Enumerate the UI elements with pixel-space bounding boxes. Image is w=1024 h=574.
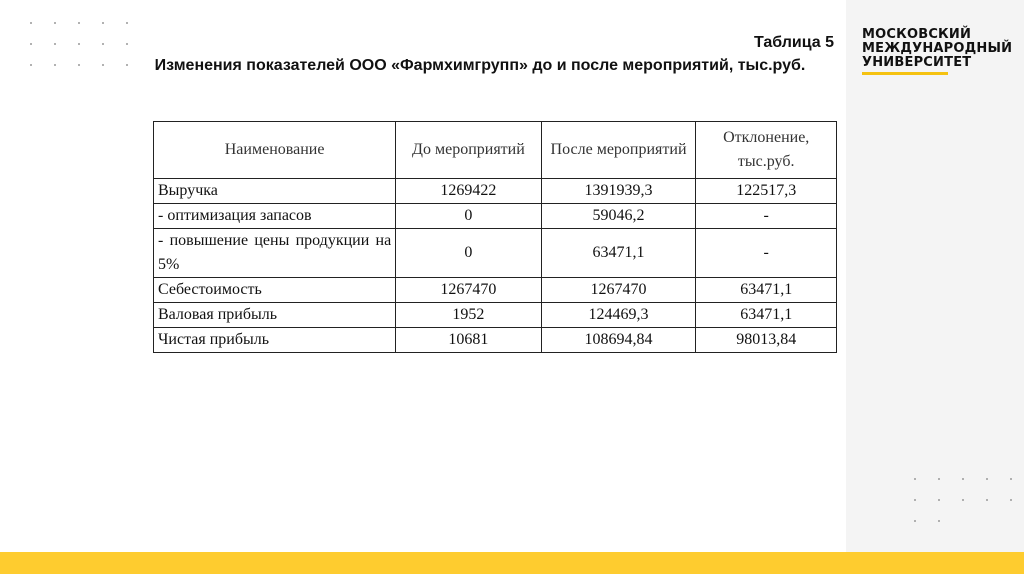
university-logo [862,28,1012,70]
decorative-dot-grid-bottom-right [914,478,1024,541]
logo-line-3: УНИВЕРСИТЕТ [862,55,972,70]
header-before: До мероприятий [396,122,541,179]
row-after: 108694,84 [541,328,696,353]
row-before: 1952 [396,303,541,328]
right-side-panel [846,0,1024,552]
header-name: Наименование [154,122,396,179]
row-before: 0 [396,204,541,229]
header-after: После мероприятий [541,122,696,179]
row-deviation: 63471,1 [696,303,837,328]
logo-line-2: МЕЖДУНАРОДНЫЙ [862,41,1013,56]
row-deviation: 63471,1 [696,278,837,303]
row-after: 1391939,3 [541,179,696,204]
table-title: Изменения показателей ООО «Фармхимгрупп» до и после мероприятий, тыс.руб. [154,57,806,74]
row-label: Себестоимость [154,278,396,303]
table-row [154,179,837,204]
row-before: 1267470 [396,278,541,303]
row-before: 1269422 [396,179,541,204]
row-label: Чистая прибыль [154,328,396,353]
table-row [154,328,837,353]
logo-line-1: МОСКОВСКИЙ [862,27,972,42]
row-label: - оптимизация запасов [154,204,396,229]
header-deviation: Отклонение, тыс.руб. [696,122,837,179]
row-deviation: 122517,3 [696,179,837,204]
row-deviation: - [696,229,837,278]
bottom-accent-bar [0,552,1024,574]
row-label: Валовая прибыль [154,303,396,328]
table-row [154,303,837,328]
row-label-text: - повышение цены продукции на 5% [158,232,392,273]
row-after: 1267470 [541,278,696,303]
row-deviation: - [696,204,837,229]
table-row [154,229,837,278]
row-label: Выручка [154,179,396,204]
table-row [154,204,837,229]
row-before: 0 [396,229,541,278]
table-number: Таблица 5 [753,34,834,51]
row-deviation: 98013,84 [696,328,837,353]
table-row [154,278,837,303]
table-header-row [154,122,837,179]
row-label [154,229,396,278]
logo-accent-bar [862,72,948,75]
row-before: 10681 [396,328,541,353]
row-after: 59046,2 [541,204,696,229]
indicators-table [153,121,837,353]
row-after: 124469,3 [541,303,696,328]
row-after: 63471,1 [541,229,696,278]
